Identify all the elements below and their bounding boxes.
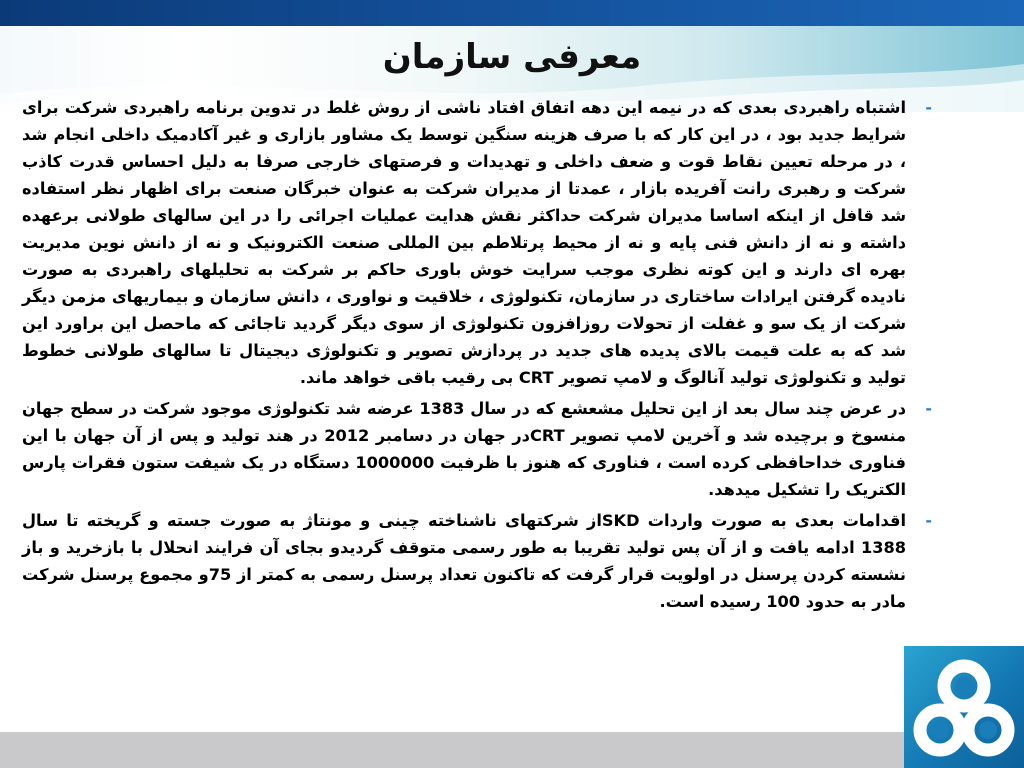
page-title: معرفی سازمان [382, 37, 642, 77]
paragraph-1 [22, 94, 934, 391]
triple-ring-logo-icon [904, 646, 1024, 768]
paragraph-text: اقدامات بعدی به صورت واردات SKDاز شرکتهای ناشناخته چینی و مونتاژ به صورت جسته و گریخته تا سال 1388 ادامه یافت و از آن پس تولید تقریبا به طور رسمی متوقف گردیدو بجای آن فرایند انحلال با بازخرید و باز نشسته کردن پرسنل در اولویت قرار گرفت که تاکنون تعداد پرسنل رسمی به کمتر از 75و مجموع پرسنل شرکت مادر به حدود 100 رسیده است. [22, 511, 906, 611]
footer-bar [0, 732, 1024, 768]
paragraph-3 [22, 507, 934, 615]
top-bar [0, 0, 1024, 26]
slide-body [22, 94, 934, 619]
bullet-marker: - [925, 511, 932, 530]
logo-panel [904, 646, 1024, 768]
bullet-marker: - [925, 399, 932, 418]
bullet-marker: - [925, 98, 932, 117]
paragraph-text: در عرض چند سال بعد از این تحلیل مشعشع که در سال 1383 عرضه شد تکنولوژی موجود شرکت در سطح جهان منسوخ و برچیده شد و آخرین لامپ تصویر CRTدر جهان در دسامبر 2012 در هند تولید و پس از آن جهان با این فناوری خداحافظی کرده است ، فناوری که هنوز با ظرفیت 1000000 دستگاه در یک شیفت ستون فقرات پارس الکتریک را تشکیل میدهد. [22, 399, 907, 499]
paragraph-text: اشتباه راهبردی بعدی که در نیمه این دهه اتفاق افتاد ناشی از روش غلط در تدوین برنامه راهبردی شرکت برای شرایط جدید بود ، در این کار که با صرف هزینه سنگین توسط یک مشاور بازاری و غیر آکادمیک داخلی انجام شد ، در مرحله تعیین نقاط قوت و ضعف داخلی و تهدیدات و فرصتهای خارجی صرفا به دلیل احساس قدرت کاذب شرکت و رهبری رانت آفریده بازار ، عمدتا از مدیران شرکت به عنوان خبرگان صنعت برای اظهار نظر استفاده شد قافل از اینکه اساسا مدیران شرکت حداکثر نقش هدایت عملیات اجرائی را در این سالهای طولانی برعهده داشته و نه از دانش فنی پایه و نه از محیط پرتلاطم بین المللی صنعت الکترونیک و نه از دانش نوین مدیریت بهره ای دارند و این کوته نظری موجب سرایت خوش باوری حاکم بر شرکت به تحلیلهای راهبردی به صورت نادیده گرفتن ایرادات ساختاری در سازمان، تکنولوژی ، خلاقیت و نواوری ، دانش سازمان و بیماریهای مزمن دیگر شرکت از یک سو و غفلت از تحولات روزافزون تکنولوژی از سوی دیگر گردید تاجائی که ماحصل این براورد این شد که به علت قیمت بالای پدیده های جدید در پردازش تصویر و تکنولوژی دیجیتال تا سالهای طولانی خطوط تولید و تکنولوژی تولید آنالوگ و لامپ تصویر CRT بی رقیب باقی خواهد ماند. [22, 98, 906, 387]
paragraph-2 [22, 395, 934, 503]
